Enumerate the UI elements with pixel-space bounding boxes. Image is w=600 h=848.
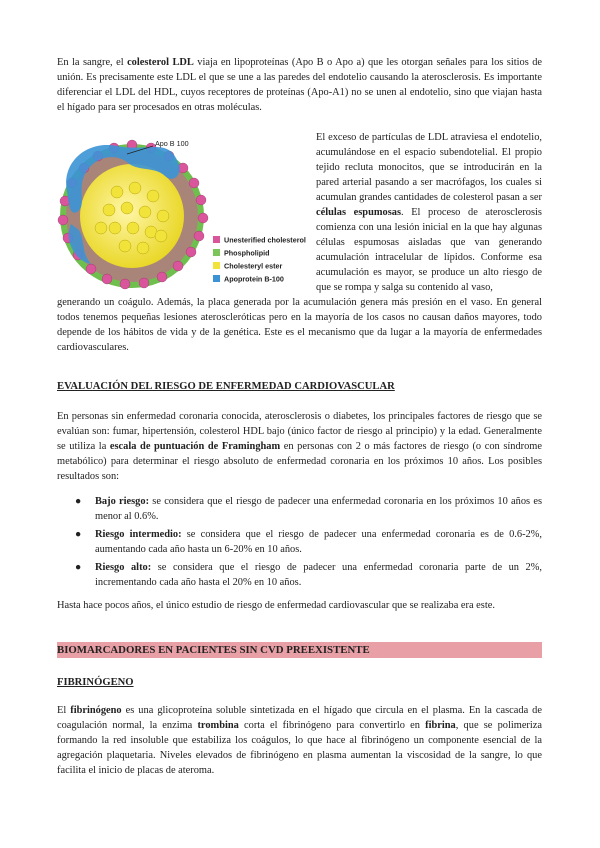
eval-text-c: en personas con 2 o más factores de riesgo (o con síndrome metabólico) para determinar el riesgo absoluto de enfermedad coronaria en los próximos 10 años. Los posibles resultados son:: [57, 441, 542, 482]
bullet-icon: ●: [75, 562, 82, 573]
risk-text: se considera que el riesgo de padecer una enfermedad coronaria en los próximos 10 años es menor al 0.6%.: [95, 496, 543, 522]
figure-legend: [213, 236, 306, 284]
list-item: [57, 494, 542, 524]
risk-list: [57, 494, 542, 593]
fib-bold-fibrina: fibrina: [425, 720, 456, 731]
risk-text: se considera que el riesgo de padecer una enfermedad coronaria es de 0.6-2%, aumentando cada año hasta un 6-20% en 10 años.: [95, 529, 542, 555]
list-item: [57, 560, 542, 590]
intro-text-a: En la sangre, el: [57, 57, 128, 68]
bullet-icon: ●: [75, 496, 82, 507]
legend-label-apoprotein: Apoprotein B-100: [224, 274, 284, 284]
heading-biomarcadores: BIOMARCADORES EN PACIENTES SIN CVD PREEXISTENTE: [57, 642, 542, 658]
fib-text-3: es una glicoproteína soluble sintetizada en el hígado que circula en el plasma. En la cascada de coagulación normal, la enzima: [57, 705, 542, 731]
bullet-icon: ●: [75, 529, 82, 540]
risk-label: Riesgo intermedio:: [95, 529, 182, 540]
apo-b100-label: Apo B 100: [155, 139, 189, 148]
continuation-paragraph: generando un coágulo. Además, la placa generada por la acumulación genera más presión en el vaso. En general todos tenemos pequeñas lesiones ateroscleróticas pero en la mayoría de los casos no causan daños mayores, todo depende de los hábitos de vida y de la genética. Este es el mecanismo que da lugar a la mayoría de enfermedades cardiovasculares.: [57, 297, 542, 353]
risk-text: se considera que el riesgo de padecer una enfermedad coronaria parte de un 2%, incrementando cada año hasta el 20% en 10 años.: [95, 562, 543, 588]
eval-text-a: En personas sin enfermedad coronaria conocida, aterosclerosis o diabetes, los principales factores de riesgo que se evalúan son: fumar, hipertensión, colesterol HDL bajo (único factor de riesgo al principio) y la edad. Generalmente se utiliza la: [57, 411, 542, 452]
legend-swatch-ester: [213, 262, 220, 269]
legend-swatch-unesterified: [213, 236, 220, 243]
heading-evaluacion: EVALUACIÓN DEL RIESGO DE ENFERMEDAD CARDIOVASCULAR: [57, 381, 395, 392]
subheading-fibrinogeno: FIBRINÓGENO: [57, 677, 134, 688]
ldl-particle-figure: [57, 132, 310, 292]
ldl-particle-illustration: [57, 132, 310, 292]
fib-text-1: El: [57, 705, 71, 716]
eval-bold-framingham: escala de puntuación de Framingham: [109, 441, 281, 452]
intro-bold-ldl: colesterol LDL: [127, 57, 194, 68]
legend-label-unesterified: Unesterified cholesterol: [224, 235, 306, 245]
legend-label-phospholipid: Phospholipid: [224, 248, 270, 258]
wrap-text-a: El exceso de partículas de LDL atraviesa el endotelio, acumulándose en el espacio subendotelial. El propio tejido recluta monocitos, que se introducirán en la pared arterial pasando a ser macrófagos, los cuales si acumulan grandes cantidades de colesterol pasan a ser: [316, 132, 542, 203]
evaluation-paragraph: [57, 409, 542, 484]
wrap-paragraph: [316, 130, 542, 295]
risk-label: Riesgo alto:: [95, 562, 152, 573]
fibrinogen-paragraph: [57, 703, 542, 778]
legend-swatch-apoprotein: [213, 275, 220, 282]
intro-paragraph: [57, 55, 542, 115]
wrap-text-c: . El proceso de aterosclerosis comienza con una lesión inicial en la que hay algunas células espumosas aisladas que van generando acumulación intracelular de lípidos. Conforme esa acumulación es mayor, se produce un alto riesgo de que se rompa y salga su contenido al vaso,: [316, 207, 542, 293]
legend-swatch-phospholipid: [213, 249, 220, 256]
fib-bold-fibrinogeno: fibrinógeno: [70, 705, 122, 716]
risk-label: Bajo riesgo:: [95, 496, 150, 507]
closing-paragraph: Hasta hace pocos años, el único estudio de riesgo de enfermedad cardiovascular que se realizaba era este.: [57, 600, 495, 611]
wrap-bold-celulas: células espumosas: [316, 207, 401, 218]
fib-bold-trombina: trombina: [197, 720, 239, 731]
fib-text-5: corta el fibrinógeno para convertirlo en: [238, 720, 426, 731]
legend-label-ester: Cholesteryl ester: [224, 261, 283, 271]
list-item: [57, 527, 542, 557]
intro-text-c: viaja en lipoproteínas (Apo B o Apo a) que les otorgan señales para los sitios de unión. Es precisamente este LDL el que se une a las paredes del endotelio causando la aterosclerosis. Es importante diferenciar el LDL del HDL, cuyos receptores de proteínas (Apo-A1) no se unen al endotelio, sino que viajan hasta el hígado para ser procesados en otras moléculas.: [57, 57, 542, 113]
fib-text-7: , que se polimeriza formando la red insoluble que estabiliza los coágulos, lo que hace al fibrinógeno un componente esencial de la agregación plaquetaria. Niveles elevados de fibrinógeno en plasma aumentan la viscosidad de la sangre, lo que facilita el inicio de placas de ateroma.: [57, 720, 543, 776]
